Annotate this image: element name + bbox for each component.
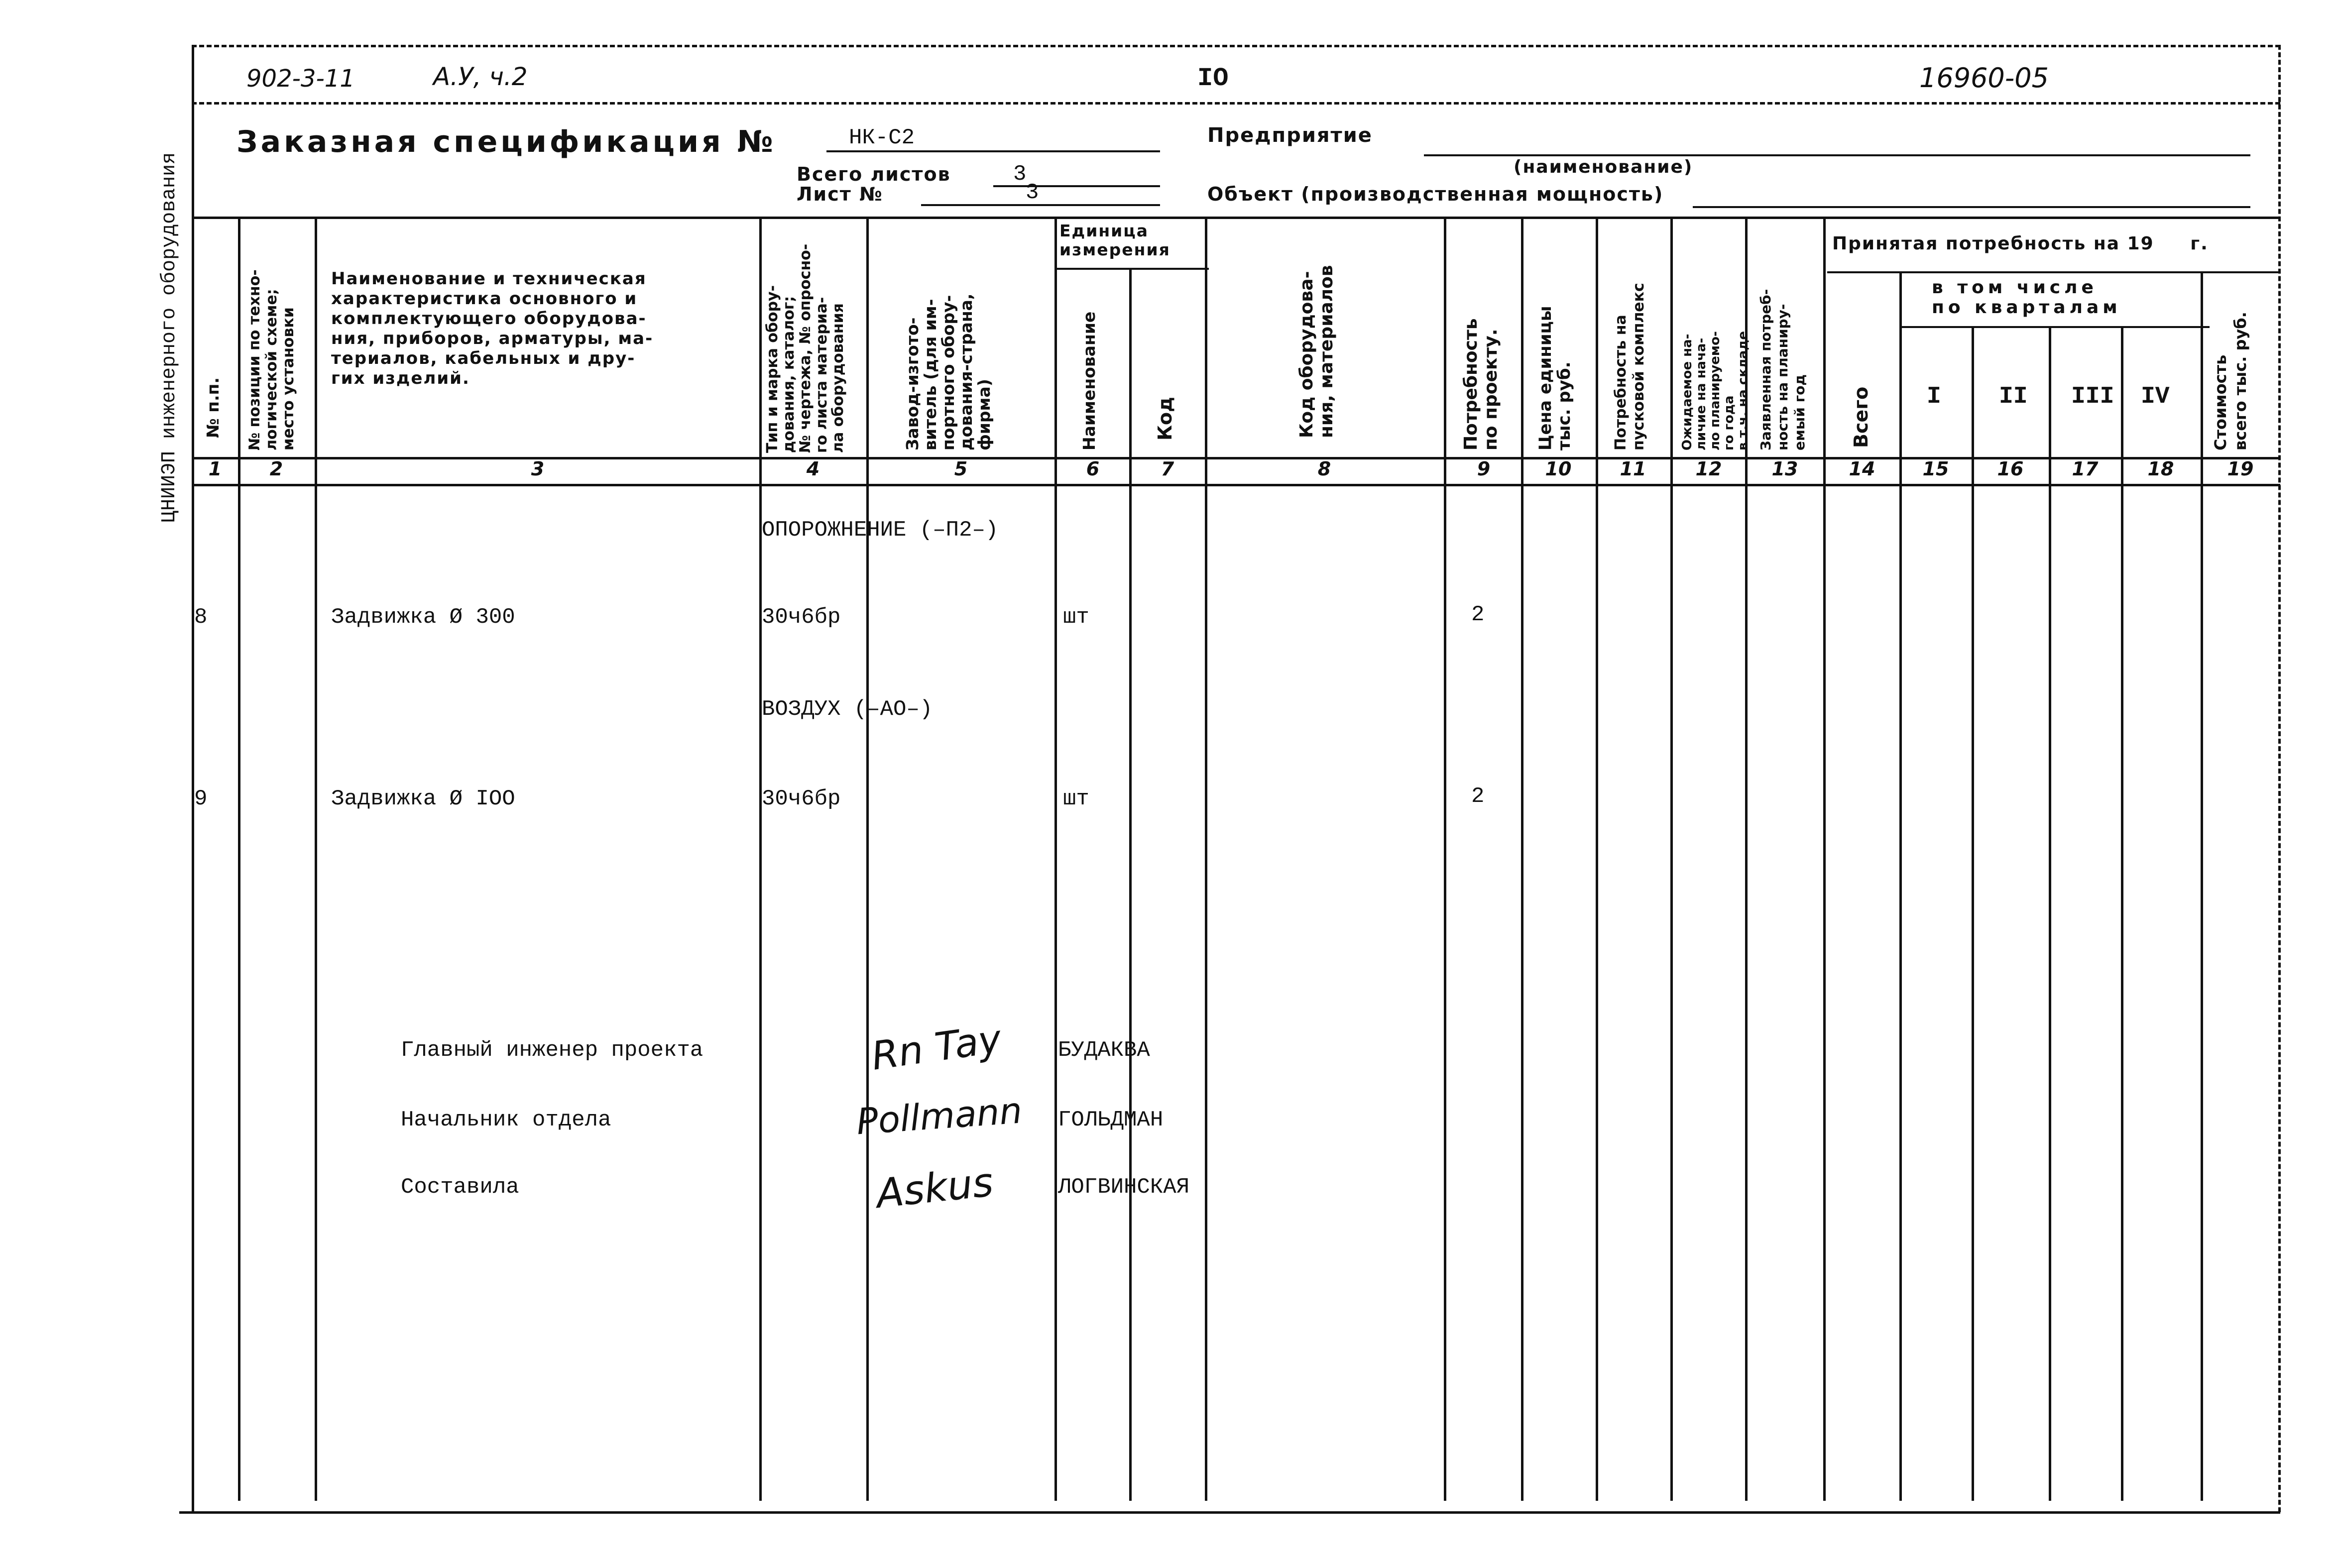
colnum-2: 2 xyxy=(269,458,283,480)
col-divider-13 xyxy=(1823,217,1826,1501)
section-air: ВОЗДУХ (–АО–) xyxy=(762,697,933,722)
col-divider-1 xyxy=(238,217,240,1501)
header-quarters-group: в том числе по кварталам xyxy=(1932,277,2121,318)
col-divider-14 xyxy=(1899,271,1902,1501)
colnum-5: 5 xyxy=(954,458,968,480)
header-bottom xyxy=(192,457,2280,459)
page-number: IO xyxy=(1197,64,1229,93)
header-unit-name: Наименование xyxy=(1079,311,1099,450)
sig-compiler-name: ЛОГВИНСКАЯ xyxy=(1058,1175,1190,1200)
sig-compiler-role: Составила xyxy=(401,1175,519,1200)
colnum-18: 18 xyxy=(2147,458,2174,480)
row-8-qty: 2 xyxy=(1471,602,1485,627)
enterprise-underline xyxy=(1424,154,2250,156)
col-divider-17 xyxy=(2121,326,2123,1501)
colnum-1: 1 xyxy=(208,458,222,480)
colnum-9: 9 xyxy=(1477,458,1491,480)
col-divider-10 xyxy=(1596,217,1598,1501)
header-unit-code: Код xyxy=(1154,397,1176,441)
album-label: А.У, ч.2 xyxy=(433,62,528,91)
header-cost: Стоимость всего тыс. руб. xyxy=(2211,312,2250,450)
section-drain: ОПОРОЖНЕНИЕ (–П2–) xyxy=(762,518,999,543)
row-9-name: Задвижка Ø IOO xyxy=(331,786,515,811)
row-9-type: 30ч6бр xyxy=(762,786,841,811)
col-divider-9 xyxy=(1521,217,1523,1501)
total-sheets-label: Всего листов xyxy=(797,163,951,185)
colnum-11: 11 xyxy=(1620,458,1646,480)
header-q1: I xyxy=(1927,383,1941,410)
unit-group-line xyxy=(1054,268,1209,270)
accepted-line xyxy=(1827,271,2280,273)
header-total: Всего xyxy=(1850,386,1872,448)
row-9-number: 9 xyxy=(194,786,208,811)
sheet-label: Лист № xyxy=(797,183,883,205)
object-label: Объект (производственная мощность) xyxy=(1207,183,1664,205)
col-divider-4 xyxy=(866,217,869,1501)
sig-chief-engineer-role: Главный инженер проекта xyxy=(401,1038,703,1063)
row-9-unit: шт xyxy=(1063,786,1089,811)
colnum-10: 10 xyxy=(1545,458,1572,480)
column-numbers-bottom xyxy=(192,484,2280,486)
header-q2: II xyxy=(1999,383,2028,410)
col-divider-6 xyxy=(1129,268,1132,1501)
top-border xyxy=(192,45,2280,47)
top-bar-divider xyxy=(192,102,2280,105)
sig-chief-engineer-scribble: Rn Tay xyxy=(869,1016,1004,1079)
col-divider-18 xyxy=(2201,271,2203,1501)
header-project-need: Потребность по проекту. xyxy=(1461,318,1501,450)
header-manufacturer: Завод-изгото- витель (для им- портного обору- дования-страна, фирма) xyxy=(903,293,994,450)
total-sheets-underline xyxy=(993,185,1160,187)
header-item-number: № п.п. xyxy=(203,377,223,438)
sig-chief-engineer-name: БУДАКВА xyxy=(1058,1038,1150,1063)
quarters-line xyxy=(1901,326,2210,328)
header-position: № позиции по техно- логической схеме; место установки xyxy=(246,269,297,450)
col-divider-16 xyxy=(2049,326,2051,1501)
frame-bottom xyxy=(179,1511,2280,1514)
spec-number: НК-С2 xyxy=(849,125,915,150)
header-q4: IV xyxy=(2141,383,2170,410)
colnum-4: 4 xyxy=(806,458,820,480)
sig-department-head-role: Начальник отдела xyxy=(401,1108,611,1132)
enterprise-label: Предприятие xyxy=(1207,124,1373,147)
spec-number-underline xyxy=(826,150,1160,152)
colnum-16: 16 xyxy=(1997,458,2024,480)
colnum-8: 8 xyxy=(1317,458,1331,480)
header-launch-need: Потребность на пусковой комплекс xyxy=(1612,283,1647,450)
row-8-name: Задвижка Ø 300 xyxy=(331,605,515,630)
col-divider-11 xyxy=(1670,217,1673,1501)
project-code: 902-3-11 xyxy=(246,65,355,93)
colnum-13: 13 xyxy=(1771,458,1798,480)
colnum-12: 12 xyxy=(1695,458,1722,480)
col-divider-7 xyxy=(1205,217,1207,1501)
row-8-number: 8 xyxy=(194,605,208,630)
header-declared: Заявленная потреб- ность на планиру- емый год xyxy=(1757,289,1808,450)
table-top xyxy=(192,217,2280,219)
naming-label: (наименование) xyxy=(1514,157,1693,177)
row-8-type: 30ч6бр xyxy=(762,605,841,630)
frame-right xyxy=(2278,45,2281,1512)
sig-department-head-scribble: Pollmann xyxy=(855,1089,1024,1143)
frame-left xyxy=(192,45,194,1512)
row-8-unit: шт xyxy=(1063,605,1089,630)
colnum-14: 14 xyxy=(1849,458,1875,480)
col-divider-2 xyxy=(315,217,317,1501)
header-unit-group: Единица измерения xyxy=(1059,221,1170,259)
header-material-code: Код оборудова- ния, материалов xyxy=(1296,265,1337,438)
col-divider-15 xyxy=(1972,326,1974,1501)
sig-department-head-name: ГОЛЬДМАН xyxy=(1058,1108,1164,1132)
spec-heading: Заказная спецификация № xyxy=(236,124,776,159)
header-unit-price: Цена единицы тыс. руб. xyxy=(1535,306,1574,450)
header-name: Наименование и техническая характеристика основного и комплектующего оборудова- ния, приборов, арматуры, ма- териалов, кабельных и дру- гих изделий. xyxy=(331,269,654,388)
sheet-underline xyxy=(921,204,1160,206)
row-9-qty: 2 xyxy=(1471,784,1485,809)
sheet-value: 3 xyxy=(1026,180,1039,205)
header-expected: Ожидаемое на- личие на нача- ло планируемо- го года в т.ч. на складе xyxy=(1680,331,1751,450)
object-underline xyxy=(1693,206,2250,208)
sig-compiler-scribble: Askus xyxy=(874,1158,996,1218)
col-divider-8 xyxy=(1444,217,1446,1501)
doc-number: 16960-05 xyxy=(1919,62,2049,94)
colnum-15: 15 xyxy=(1922,458,1949,480)
col-divider-3 xyxy=(759,217,762,1501)
colnum-17: 17 xyxy=(2072,458,2099,480)
colnum-19: 19 xyxy=(2227,458,2254,480)
header-q3: III xyxy=(2071,383,2114,410)
col-divider-5 xyxy=(1054,217,1057,1501)
colnum-6: 6 xyxy=(1086,458,1100,480)
header-type: Тип и марка обору- дования, каталог; № чертежа, № опросно- го листа материа- ла оборудования xyxy=(764,243,847,453)
total-sheets-value: 3 xyxy=(1013,162,1027,187)
header-accepted: Принятая потребность на 19 г. xyxy=(1832,233,2209,254)
colnum-3: 3 xyxy=(531,458,545,480)
side-stamp: ЦНИИЭП инженерного оборудования xyxy=(158,152,181,523)
colnum-7: 7 xyxy=(1161,458,1174,480)
